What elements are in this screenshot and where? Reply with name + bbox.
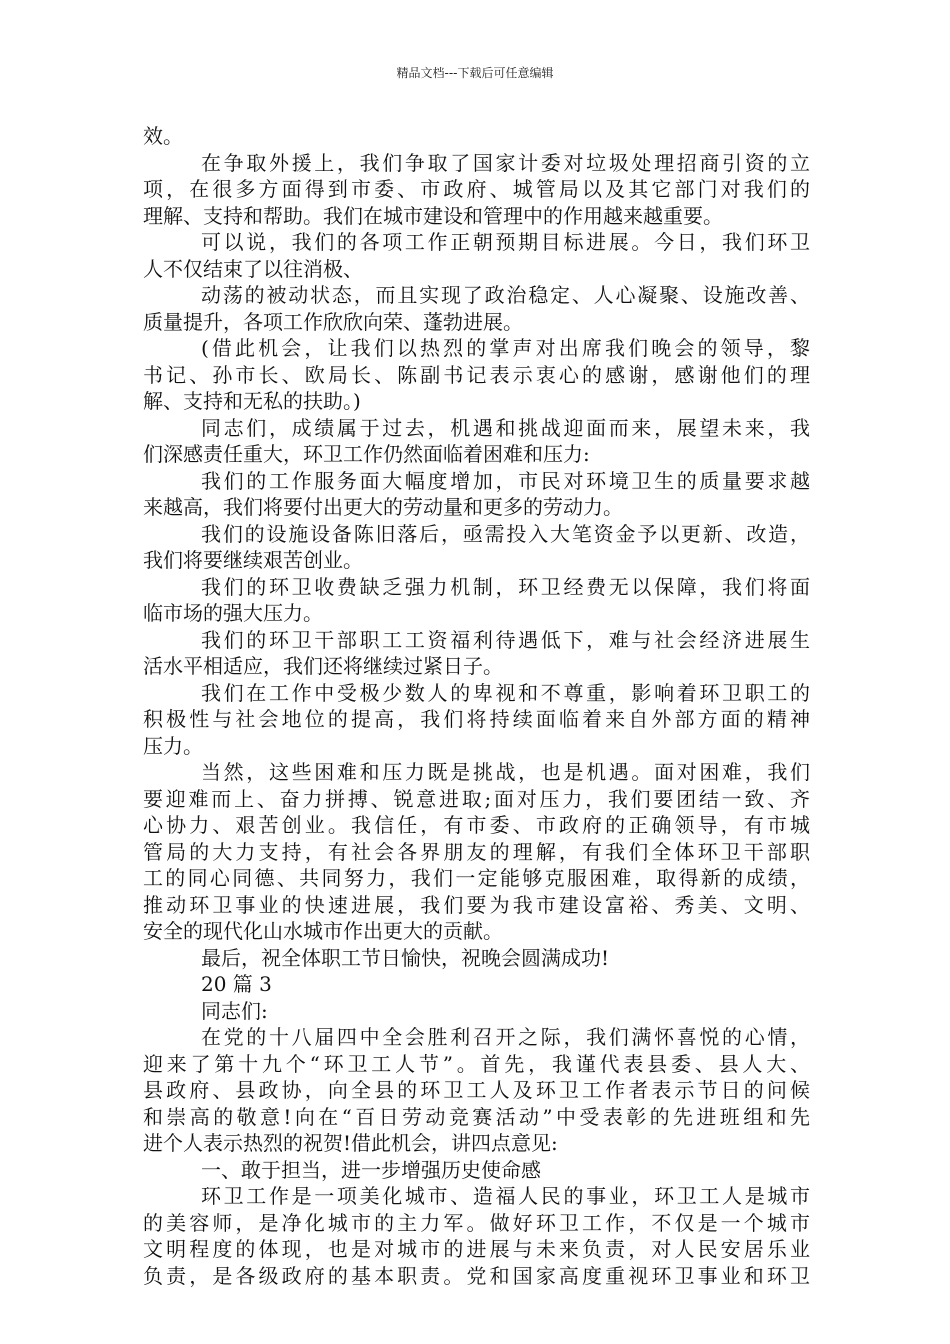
text-line: 解、支持和无私的扶助。) [143, 389, 361, 413]
text-line: 我们的设施设备陈旧落后，亟需投入大笔资金予以更新、改造， [201, 521, 810, 546]
text-line: 负责，是各级政府的基本职责。党和国家高度重视环卫事业和环卫 [143, 1263, 810, 1288]
text-line: (借此机会，让我们以热烈的掌声对出席我们晚会的领导，黎 [201, 336, 810, 360]
text-line: 在争取外援上，我们争取了国家计委对垃圾处理招商引资的立 [201, 150, 810, 175]
text-line: 项，在很多方面得到市委、市政府、城管局以及其它部门对我们的 [143, 177, 810, 201]
text-line: 人不仅结束了以往消极、 [143, 256, 363, 281]
text-line: 推动环卫事业的快速进展，我们要为我市建设富裕、秀美、文明、 [143, 892, 810, 917]
text-line: 效。 [143, 124, 183, 148]
text-line: 迎来了第十九个“环卫工人节”。首先，我谨代表县委、县人大、 [143, 1051, 810, 1076]
text-line: 们深感责任重大，环卫工作仍然面临着困难和压力: [143, 442, 590, 466]
text-line: 临市场的强大压力。 [143, 601, 323, 625]
text-line: 积极性与社会地位的提高，我们将持续面临着来自外部方面的精神 [143, 707, 810, 731]
page-header: 精品文档---下载后可任意编辑 [396, 66, 554, 80]
text-line: 心协力、艰苦创业。我信任，有市委、市政府的正确领导，有市城 [143, 813, 810, 837]
text-line: 同志们，成绩属于过去，机遇和挑战迎面而来，展望未来，我 [201, 415, 810, 440]
document-body [143, 123, 810, 1289]
text-line: 进个人表示热烈的祝贺!借此机会，讲四点意见: [143, 1131, 558, 1155]
text-line: 来越高，我们将要付出更大的劳动量和更多的劳动力。 [143, 495, 623, 519]
text-line: 工的同心同德、共同努力，我们一定能够克服困难，取得新的成绩， [143, 866, 810, 890]
text-line: 动荡的被动状态，而且实现了政治稳定、人心凝聚、设施改善、 [201, 283, 810, 307]
text-line: 和崇高的敬意!向在“百日劳动竞赛活动”中受表彰的先进班组和先 [143, 1104, 810, 1129]
text-line: 我们的环卫干部职工工资福利待遇低下，难与社会经济进展生 [201, 627, 810, 652]
text-line: 的美容师，是净化城市的主力军。做好环卫工作，不仅是一个城市 [143, 1210, 810, 1235]
text-line: 环卫工作是一项美化城市、造福人民的事业，环卫工人是城市 [201, 1184, 810, 1208]
text-line: 我们在工作中受极少数人的卑视和不尊重，影响着环卫职工的 [201, 680, 810, 705]
text-line: 一、敢于担当，进一步增强历史使命感 [201, 1157, 541, 1182]
text-line: 质量提升，各项工作欣欣向荣、蓬勃进展。 [143, 309, 523, 334]
text-line: 同志们: [201, 998, 268, 1023]
text-line: 20 篇 3 [201, 972, 272, 996]
text-line: 可以说，我们的各项工作正朝预期目标进展。今日，我们环卫 [201, 230, 810, 254]
text-line: 当然，这些困难和压力既是挑战，也是机遇。面对困难，我们 [201, 760, 810, 784]
text-line: 书记、孙市长、欧局长、陈副书记表示衷心的感谢，感谢他们的理 [143, 362, 810, 387]
text-line: 我们的工作服务面大幅度增加，市民对环境卫生的质量要求越 [201, 468, 810, 493]
text-line: 管局的大力支持，有社会各界朋友的理解，有我们全体环卫干部职 [143, 839, 810, 864]
text-line: 活水平相适应，我们还将继续过紧日子。 [143, 654, 503, 678]
text-line: 县政府、县政协，向全县的环卫工人及环卫工作者表示节日的问候 [143, 1078, 810, 1102]
text-line: 文明程度的体现，也是对城市的进展与未来负责，对人民安居乐业 [143, 1237, 810, 1261]
text-line: 我们将要继续艰苦创业。 [143, 548, 363, 572]
text-line: 我们的环卫收费缺乏强力机制，环卫经费无以保障，我们将面 [201, 574, 810, 599]
text-line: 理解、支持和帮助。我们在城市建设和管理中的作用越来越重要。 [143, 203, 723, 228]
text-line: 要迎难而上、奋力拼搏、锐意进取;面对压力，我们要团结一致、齐 [143, 786, 810, 811]
text-line: 压力。 [143, 733, 203, 758]
text-line: 在党的十八届四中全会胜利召开之际，我们满怀喜悦的心情， [201, 1025, 810, 1049]
text-line: 最后，祝全体职工节日愉快，祝晚会圆满成功! [201, 945, 610, 970]
text-line: 安全的现代化山水城市作出更大的贡献。 [143, 919, 503, 943]
